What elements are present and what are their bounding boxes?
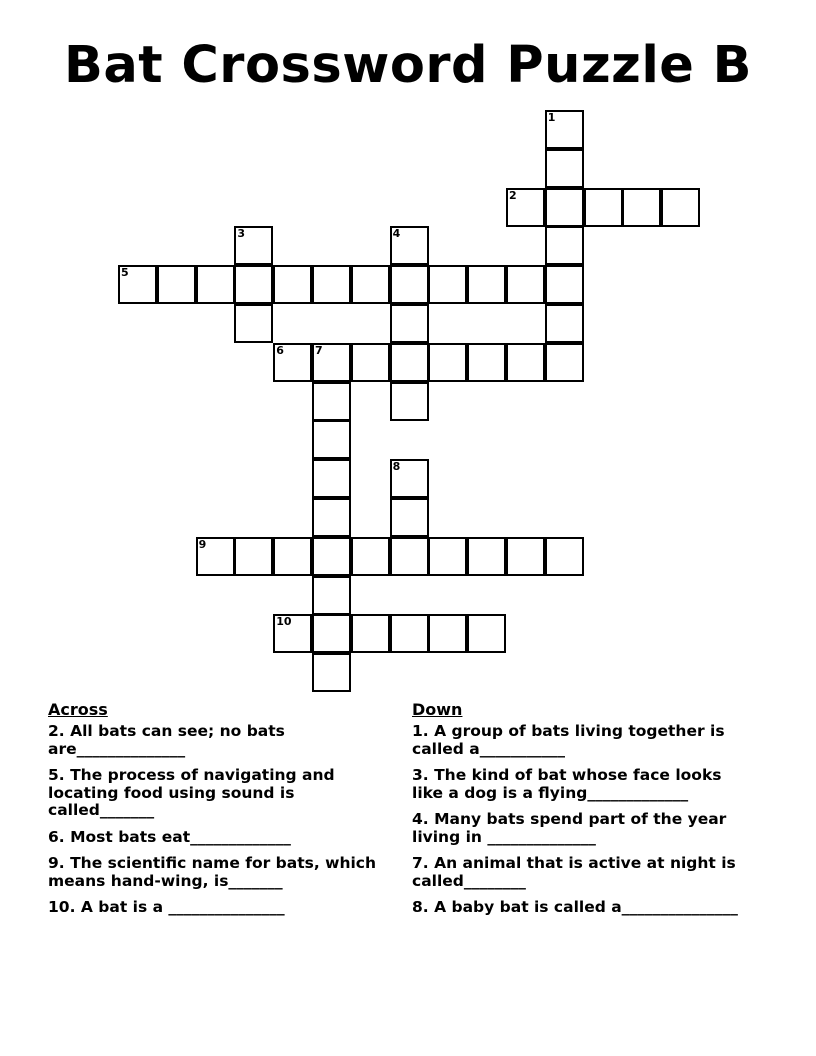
- grid-cell[interactable]: [467, 614, 506, 653]
- grid-cell[interactable]: [312, 576, 351, 615]
- grid-cell[interactable]: [545, 149, 584, 188]
- grid-cell[interactable]: [351, 537, 390, 576]
- clue-number-label: 2: [509, 188, 517, 202]
- clue-number: 5.: [48, 766, 65, 784]
- grid-cell[interactable]: [428, 265, 467, 304]
- grid-cell[interactable]: [545, 265, 584, 304]
- clue-text: An animal that is active at night is called________: [412, 854, 736, 890]
- grid-cell[interactable]: [390, 614, 429, 653]
- grid-cell[interactable]: [390, 343, 429, 382]
- clue-down-1: [412, 723, 742, 758]
- grid-cell[interactable]: [390, 226, 429, 265]
- clue-number-label: 9: [198, 537, 207, 551]
- grid-cell[interactable]: [467, 343, 506, 382]
- clue-number: 4.: [412, 810, 429, 828]
- across-clues: [48, 700, 378, 926]
- grid-cell[interactable]: [273, 265, 312, 304]
- grid-cell[interactable]: [351, 343, 390, 382]
- clue-down-4: [412, 811, 742, 846]
- clue-number: 3.: [412, 766, 429, 784]
- grid-cell[interactable]: [506, 265, 545, 304]
- grid-cell[interactable]: [157, 265, 196, 304]
- clue-down-7: [412, 855, 742, 890]
- grid-cell[interactable]: [234, 304, 273, 343]
- clue-number: 9.: [48, 854, 65, 872]
- clue-text: A bat is a _______________: [80, 898, 285, 916]
- clue-across-6: [48, 829, 378, 847]
- grid-cell[interactable]: [351, 614, 390, 653]
- clue-number-label: 3: [237, 227, 246, 241]
- grid-cell[interactable]: [312, 420, 351, 459]
- grid-cell[interactable]: [312, 537, 351, 576]
- grid-cell[interactable]: [196, 265, 235, 304]
- clue-number: 10.: [48, 898, 76, 916]
- clue-number: 8.: [412, 898, 429, 916]
- page-title: Bat Crossword Puzzle B: [63, 36, 753, 95]
- grid-cell[interactable]: [428, 614, 467, 653]
- grid-cell[interactable]: [545, 110, 584, 149]
- grid-cell[interactable]: [661, 188, 700, 227]
- grid-cell[interactable]: [390, 265, 429, 304]
- clue-across-10: [48, 899, 378, 917]
- grid-cell[interactable]: [234, 537, 273, 576]
- grid-cell[interactable]: [312, 459, 351, 498]
- grid-cell[interactable]: [545, 343, 584, 382]
- grid-cell[interactable]: [390, 382, 429, 421]
- clue-number-label: 8: [392, 460, 401, 474]
- clue-number-label: 7: [315, 343, 323, 357]
- clue-text: The process of navigating and locating food using sound is called_______: [48, 766, 335, 819]
- clue-text: The kind of bat whose face looks like a dog is a flying_____________: [412, 766, 722, 802]
- grid-cell[interactable]: [312, 382, 351, 421]
- clue-number: 7.: [412, 854, 429, 872]
- clue-down-3: [412, 767, 742, 802]
- clue-number-label: 6: [276, 343, 284, 357]
- grid-cell[interactable]: [312, 614, 351, 653]
- grid-cell[interactable]: [390, 498, 429, 537]
- grid-cell[interactable]: [584, 188, 623, 227]
- clue-text: Many bats spend part of the year living in ______________: [412, 810, 727, 846]
- grid-cell[interactable]: [428, 537, 467, 576]
- clue-across-2: [48, 723, 378, 758]
- clue-text: A baby bat is called a_______________: [434, 898, 738, 916]
- clue-text: Most bats eat_____________: [70, 827, 291, 846]
- grid-cell[interactable]: [545, 304, 584, 343]
- clue-number-label: 10: [276, 615, 292, 629]
- grid-cell[interactable]: [428, 343, 467, 382]
- clue-text: The scientific name for bats, which means hand-wing, is_______: [48, 854, 377, 890]
- grid-cell[interactable]: [312, 653, 351, 692]
- grid-cell[interactable]: [273, 343, 312, 382]
- grid-cell[interactable]: [390, 537, 429, 576]
- clue-across-5: [48, 767, 378, 820]
- grid-cell[interactable]: [506, 188, 545, 227]
- clue-text: All bats can see; no bats are______________: [48, 722, 285, 758]
- clue-number-label: 1: [547, 111, 556, 124]
- grid-cell[interactable]: [545, 537, 584, 576]
- grid-cell[interactable]: [622, 188, 661, 227]
- grid-cell[interactable]: [118, 265, 157, 304]
- grid-cell[interactable]: [545, 188, 584, 227]
- grid-cell[interactable]: [273, 614, 312, 653]
- grid-cell[interactable]: [351, 265, 390, 304]
- clue-text: A group of bats living together is called a___________: [412, 722, 725, 758]
- clue-across-9: [48, 855, 378, 890]
- grid-cell[interactable]: [506, 343, 545, 382]
- clue-number: 1.: [412, 722, 429, 740]
- grid-cell[interactable]: [312, 343, 351, 382]
- grid-cell[interactable]: [312, 265, 351, 304]
- across-heading: Across: [48, 700, 108, 719]
- grid-cell[interactable]: [234, 265, 273, 304]
- grid-cell[interactable]: [312, 498, 351, 537]
- clue-down-8: [412, 899, 742, 917]
- grid-cell[interactable]: [273, 537, 312, 576]
- grid-cell[interactable]: [545, 226, 584, 265]
- clue-number-label: 4: [392, 227, 401, 241]
- grid-cell[interactable]: [196, 537, 235, 576]
- down-clues: [412, 700, 742, 926]
- grid-cell[interactable]: [390, 459, 429, 498]
- grid-cell[interactable]: [467, 265, 506, 304]
- grid-cell[interactable]: [506, 537, 545, 576]
- clue-number: 2.: [48, 722, 65, 740]
- grid-cell[interactable]: [234, 226, 273, 265]
- down-heading: Down: [412, 700, 463, 719]
- clue-number: 6.: [48, 827, 65, 846]
- grid-cell[interactable]: [467, 537, 506, 576]
- grid-cell[interactable]: [390, 304, 429, 343]
- clue-number-label: 5: [121, 266, 129, 280]
